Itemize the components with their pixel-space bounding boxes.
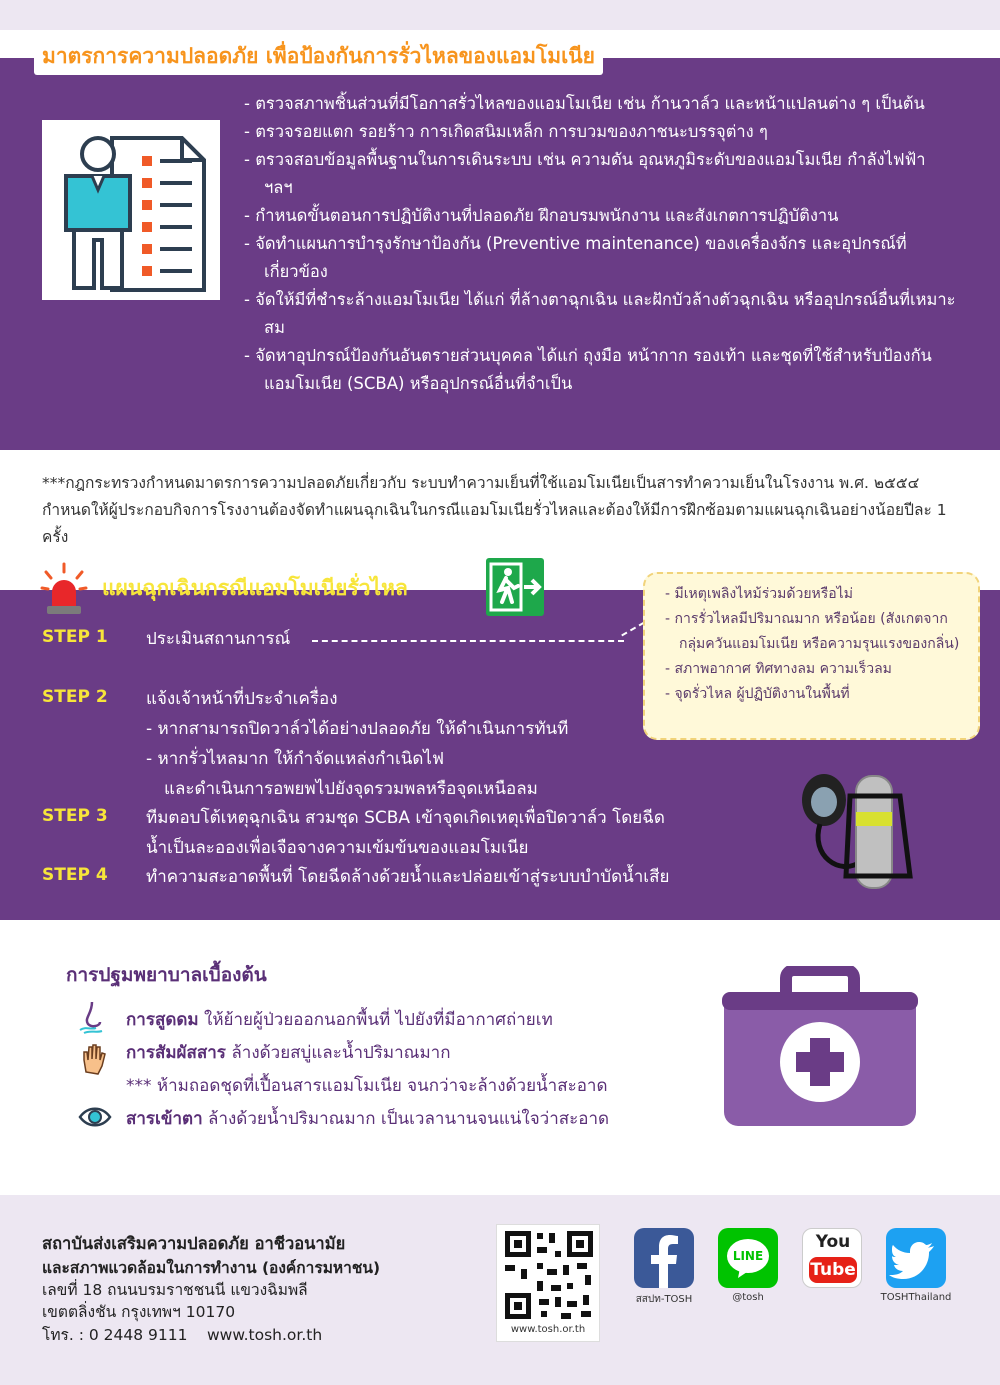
inhalation-label: การสูดดม	[126, 1010, 199, 1030]
measure-item: - จัดให้มีที่ชำระล้างแอมโมเนีย ได้แก่ ที่ล้างตาฉุกเฉิน และฝักบัวล้างตัวฉุกเฉิน หรืออุปกรณ์อื่นที่เหมาะสม	[244, 290, 956, 337]
measures-list	[244, 90, 956, 398]
twitter-caption: TOSHThailand	[880, 1292, 952, 1303]
measure-item: - ตรวจรอยแตก รอยร้าว การเกิดสนิมเหล็ก การบวมของภาชนะบรรจุต่าง ๆ	[244, 122, 768, 141]
regulation-note: ***กฎกระทรวงกำหนดมาตรการความปลอดภัยเกี่ยวกับ ระบบทำความเย็นที่ใช้แอมโมเนียเป็นสารทำความเย็นในโรงงาน พ.ศ. ๒๕๕๔ กำหนดให้ผู้ประกอบกิจการโรงงานต้องจัดทำแผนฉุกเฉินในกรณีแอมโมเนียรั่วไหลและต้องให้มีการฝึกซ้อมตามแผนฉุกเฉินอย่างน้อยปีละ 1 ครั้ง	[42, 474, 947, 546]
step-3-text: ทีมตอบโต้เหตุฉุกเฉิน สวมชุด SCBA เข้าจุดเกิดเหตุเพื่อปิดวาล์ว โดยฉีด	[146, 808, 665, 828]
youtube-logo-text-bottom: Tube	[809, 1257, 857, 1283]
eye-text: ล้างด้วยน้ำปริมาณมาก เป็นเวลานานจนแน่ใจว่าสะอาด	[202, 1109, 610, 1129]
step-2-sub: และดำเนินการอพยพไปยังจุดรวมพลหรือจุดเหนือลม	[164, 779, 538, 799]
step-4-label: STEP 4	[42, 865, 108, 885]
inhalation-instruction	[126, 1008, 553, 1032]
line-icon[interactable]	[718, 1228, 778, 1288]
step-4-text: ทำความสะอาดพื้นที่ โดยฉีดล้างด้วยน้ำและปล่อยเข้าสู่ระบบบำบัดน้ำเสีย	[146, 867, 670, 887]
first-aid-kit-icon	[716, 966, 924, 1132]
measure-item: - กำหนดขั้นตอนการปฏิบัติงานที่ปลอดภัย ฝึกอบรมพนักงาน และสังเกตการปฏิบัติงาน	[244, 206, 839, 225]
phone-number: โทร. : 0 2448 9111	[42, 1326, 188, 1344]
skin-label: การสัมผัสสาร	[126, 1043, 226, 1063]
callout-connector	[312, 640, 624, 642]
measure-item: - ตรวจสอบข้อมูลพื้นฐานในการเดินระบบ เช่น ความดัน อุณหภูมิระดับของแอมโมเนีย กำลังไฟฟ้า ฯลฯ	[244, 150, 926, 197]
clothing-warning: *** ห้ามถอดชุดที่เปื้อนสารแอมโมเนีย จนกว่าจะล้างด้วยน้ำสะอาด	[126, 1076, 608, 1096]
address-line: เขตตลิ่งชัน กรุงเทพฯ 10170	[42, 1303, 236, 1321]
step-1-label: STEP 1	[42, 627, 108, 647]
twitter-icon[interactable]	[886, 1228, 946, 1288]
first-aid-title: การปฐมพยาบาลเบื้องต้น	[66, 964, 267, 986]
emergency-title: แผนฉุกเฉินกรณีแอมโมเนียรั่วไหล	[102, 576, 408, 600]
facebook-icon[interactable]	[634, 1228, 694, 1288]
step-2-label: STEP 2	[42, 687, 108, 707]
measures-title: มาตรการความปลอดภัย เพื่อป้องกันการรั่วไหลของแอมโมเนีย	[34, 38, 603, 75]
facebook-caption: สสปท-TOSH	[635, 1294, 693, 1305]
measure-item: - จัดทำแผนการบำรุงรักษาป้องกัน (Preventive maintenance) ของเครื่องจักร และอุปกรณ์ที่เกี่ยวข้อง	[244, 234, 907, 281]
checklist-icon	[42, 120, 220, 300]
checklist-illustration	[42, 120, 220, 300]
exit-sign-icon	[486, 558, 544, 616]
step-3-text-cont: น้ำเป็นละอองเพื่อเจือจางความเข้มข้นของแอมโมเนีย	[146, 838, 529, 858]
callout-item: - จุดรั่วไหล ผู้ปฏิบัติงานในพื้นที่	[665, 686, 850, 702]
callout-item: - การรั่วไหลมีปริมาณมาก หรือน้อย (สังเกตจากกลุ่มควันแอมโมเนีย หรือความรุนแรงของกลิ่น)	[665, 611, 960, 652]
youtube-icon[interactable]	[802, 1228, 862, 1288]
scba-equipment-image	[790, 766, 930, 898]
eye-label: สารเข้าตา	[126, 1109, 203, 1129]
inhalation-text: ให้ย้ายผู้ป่วยออกนอกพื้นที่ ไปยังที่มีอากาศถ่ายเท	[198, 1010, 553, 1030]
youtube-logo-text-top: You	[815, 1232, 851, 1252]
step-2-sub: - หากสามารถปิดวาล์วได้อย่างปลอดภัย ให้ดำเนินการทันที	[146, 719, 569, 739]
org-name-line2: และสภาพแวดล้อมในการทำงาน (องค์การมหาชน)	[42, 1259, 381, 1277]
skin-instruction	[126, 1041, 451, 1065]
hand-icon	[78, 1042, 112, 1076]
org-name: สถาบันส่งเสริมความปลอดภัย อาชีวอนามัย	[42, 1234, 346, 1253]
nose-icon	[78, 1000, 112, 1034]
line-logo-text: LINE	[732, 1249, 764, 1263]
callout-item: - มีเหตุเพลิงไหม้ร่วมด้วยหรือไม่	[665, 586, 853, 602]
alarm-icon	[40, 562, 88, 616]
line-caption: @tosh	[732, 1292, 764, 1303]
qr-caption: www.tosh.or.th	[510, 1324, 586, 1335]
assessment-callout	[643, 572, 980, 740]
measure-item: - ตรวจสภาพชิ้นส่วนที่มีโอกาสรั่วไหลของแอมโมเนีย เช่น ก้านวาล์ว และหน้าแปลนต่าง ๆ เป็นต้น	[244, 94, 925, 113]
step-2-sub: - หากรั่วไหลมาก ให้กำจัดแหล่งกำเนิดไฟ	[146, 749, 445, 769]
step-2-text: แจ้งเจ้าหน้าที่ประจำเครื่อง	[146, 689, 338, 709]
website-link[interactable]: www.tosh.or.th	[207, 1326, 323, 1344]
skin-text: ล้างด้วยสบู่และน้ำปริมาณมาก	[225, 1043, 451, 1063]
callout-item: - สภาพอากาศ ทิศทางลม ความเร็วลม	[665, 661, 892, 677]
measure-item: - จัดหาอุปกรณ์ป้องกันอันตรายส่วนบุคคล ได้แก่ ถุงมือ หน้ากาก รองเท้า และชุดที่ใช้สำหรับป้องกันแอมโมเนีย (SCBA) หรืออุปกรณ์อื่นที่จำเป็น	[244, 346, 932, 393]
address-line: เลขที่ 18 ถนนบรมราชชนนี แขวงฉิมพลี	[42, 1281, 308, 1299]
top-band	[0, 0, 1000, 30]
step-3-label: STEP 3	[42, 806, 108, 826]
step-1-text: ประเมินสถานการณ์	[146, 629, 291, 649]
eye-instruction	[126, 1107, 609, 1131]
eye-icon	[78, 1100, 112, 1134]
